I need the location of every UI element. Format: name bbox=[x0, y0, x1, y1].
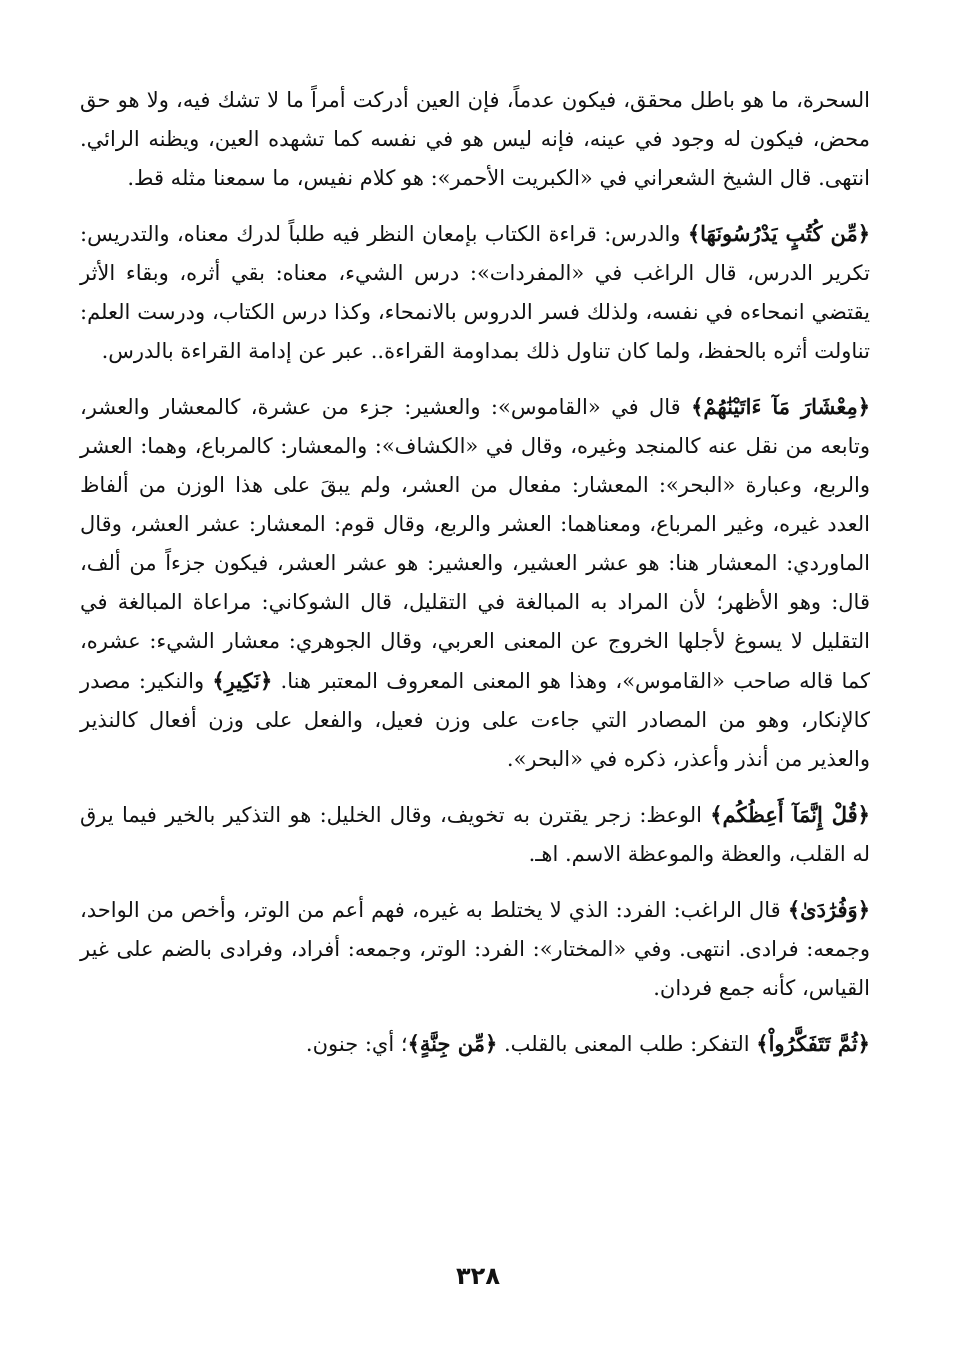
paragraph-3 bbox=[80, 387, 870, 779]
paragraph-text: السحرة، ما هو باطل محقق، فيكون عدماً، فإن العين أدركت أمراً ما لا تشك فيه، ولا هو حق محض، فيكون له وجود في عينه، فإنه ليس هو في نفسه كما تشهده العين، ويظنه الرائي. انتهى. قال الشيخ الشعراني في «الكبريت الأحمر»: هو كلام نفيس، ما سمعنا مثله قط. bbox=[80, 88, 870, 190]
paragraph-text: والدرس: قراءة الكتاب بإمعان النظر فيه طلباً لدرك معناه، والتدريس: تكرير الدرس، قال الراغب في «المفردات»: درس الشيء، معناه: بقي أثره، وبقاء الأثر يقتضي انمحاءه في نفسه، ولذلك فسر الدروس بالانمحاء، وكذا درس الكتاب، ودرست العلم: تناولت أثره بالحفظ، ولما كان تناول ذلك بمداومة القراءة.. عبر عن إدامة القراءة بالدرس. bbox=[80, 222, 870, 363]
paragraph-text: قال الراغب: الفرد: الذي لا يختلط به غيره، فهم أعم من الوتر، وأخص من الواحد، وجمعه: فرادى. انتهى. وفي «المختار»: الفرد: الوتر، وجمعه: أفراد، وفرادى بالضم على غير القياس، كأنه جمع فردان. bbox=[80, 898, 870, 1000]
paragraph-6 bbox=[80, 1024, 870, 1064]
paragraph-1 bbox=[80, 80, 870, 198]
paragraph-text: التفكر: طلب المعنى بالقلب. bbox=[497, 1032, 757, 1056]
page-number: ٣٢٨ bbox=[456, 1262, 500, 1290]
quran-phrase: ﴿ثُمَّ تَتَفَكَّرُواْ﴾ bbox=[756, 1031, 870, 1056]
quran-phrase: ﴿قُلْ إِنَّمَآ أَعِظُكُم﴾ bbox=[710, 802, 870, 827]
quran-phrase: ﴿مِّن كُتُبٍ يَدْرُسُونَهَا﴾ bbox=[687, 221, 870, 246]
paragraph-text-secondary: والنكير: مصدر كالإنكار، وهو من المصادر التي جاءت على وزن فعيل، والفعل على وزن أفعال كالنذير والعذير من أنذر وأعذر، ذكره في «البحر». bbox=[80, 669, 870, 771]
quran-phrase: ﴿وَفُرَٰدَىٰ﴾ bbox=[787, 897, 870, 922]
paragraph-4 bbox=[80, 795, 870, 874]
paragraph-text: الوعظ: زجر يقترن به تخويف، وقال الخليل: هو التذكير بالخير فيما يرق له القلب، والعظة والموعظة الاسم. اهـ. bbox=[80, 803, 870, 866]
paragraph-text: قال في «القاموس»: والعشير: جزء من عشرة، كالمعشار والعشر، وتابعه من نقل عنه كالمنجد وغيره، وقال في «الكشاف»: والمعشار: كالمرباع، وهما: العشر والربع، وعبارة «البحر»: المعشار: مفعال من العشر، ولم يبقَ على هذا الوزن من ألفاظ العدد غيره، وغير المرباع، ومعناهما: العشر والربع، وقال قوم: المعشار: عشر العشر، وقال الماوردي: المعشار هنا: هو عشر العشير، والعشير: هو عشر العشر، فيكون جزءاً من ألف، قال: وهو الأظهر؛ لأن المراد به المبالغة في التقليل، قال الشوكاني: مراعاة المبالغة في التقليل لا يسوغ لأجلها الخروج عن المعنى العربي، وقال الجوهري: معشار الشيء: عشره، كما قاله صاحب «القاموس»، وهذا هو المعنى المعروف المعتبر هنا. bbox=[80, 395, 870, 693]
quran-phrase: ﴿مِعْشَارَ مَآ ءَاتَيْنَٰهُمْ﴾ bbox=[691, 394, 870, 419]
paragraph-5 bbox=[80, 890, 870, 1008]
paragraph-2 bbox=[80, 214, 870, 371]
paragraph-text-secondary: ؛ أي: جنون. bbox=[305, 1032, 408, 1056]
page-body bbox=[80, 80, 870, 1080]
quran-phrase-secondary: ﴿نَكِيرِ﴾ bbox=[212, 668, 273, 693]
quran-phrase-secondary: ﴿مِّن جِنَّةٍ﴾ bbox=[407, 1031, 498, 1056]
